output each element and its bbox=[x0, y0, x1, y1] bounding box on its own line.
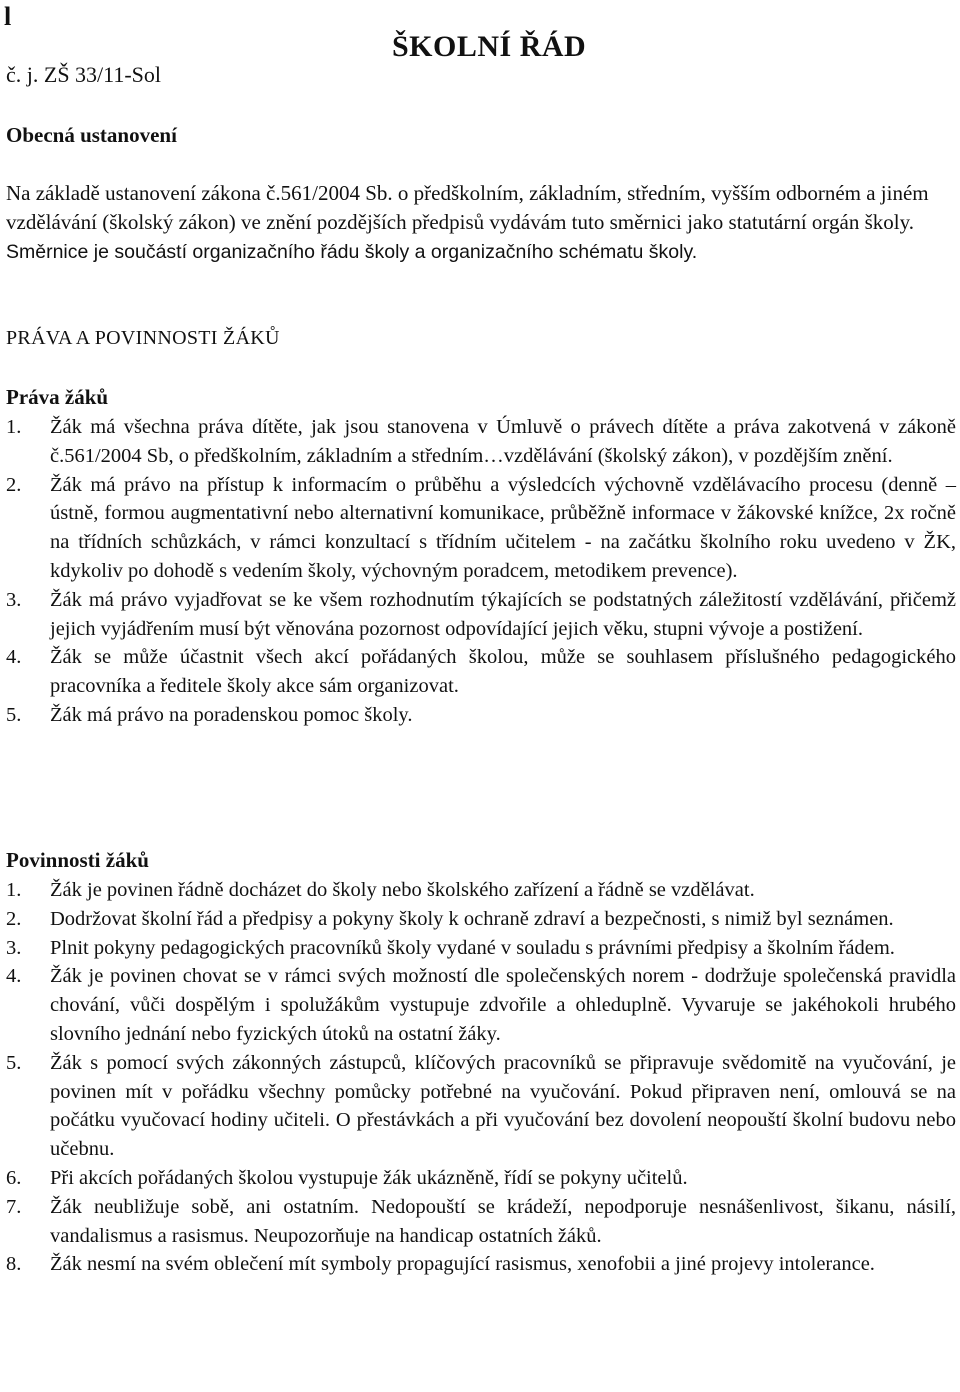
item-number: 8. bbox=[6, 1253, 22, 1276]
document-title: ŠKOLNÍ ŘÁD bbox=[392, 30, 587, 63]
item-number: 2. bbox=[6, 473, 22, 496]
list-item bbox=[6, 934, 956, 963]
item-number: 5. bbox=[6, 1051, 22, 1074]
item-text: Plnit pokyny pedagogických pracovníků školy vydané v souladu s právními předpisy a školním řádem. bbox=[50, 936, 895, 959]
item-text: Žák neubližuje sobě, ani ostatním. Nedopouští se krádeží, nepodporuje nesnášenlivost, šikanu, násilí, vandalismus a rasismus. Neupozorňuje na handicap ostatních žáků. bbox=[50, 1195, 956, 1247]
item-number: 2. bbox=[6, 907, 22, 930]
item-number: 4. bbox=[6, 965, 22, 988]
item-text: Při akcích pořádaných školou vystupuje žák ukázněně, řídí se pokyny učitelů. bbox=[50, 1166, 688, 1189]
general-heading: Obecná ustanovení bbox=[6, 123, 177, 147]
item-number: 6. bbox=[6, 1166, 22, 1189]
duties-list bbox=[6, 876, 956, 1279]
rights-heading: Práva žáků bbox=[6, 385, 109, 409]
item-number: 7. bbox=[6, 1195, 22, 1218]
section-heading: PRÁVA A POVINNOSTI ŽÁKŮ bbox=[6, 327, 280, 349]
item-text: Žák s pomocí svých zákonných zástupců, klíčových pracovníků se připravuje svědomitě na vyučování, je povinen mít v pořádku všechny pomůcky potřebné na vyučování. Pokud připraven není, omlouvá se na počátku vyučovací hodiny učiteli. O přestávkách a při vyučování bez dovolení neopouští školní budovu nebo učebnu. bbox=[50, 1051, 956, 1161]
item-number: 3. bbox=[6, 588, 22, 611]
list-item bbox=[6, 1250, 956, 1279]
item-number: 1. bbox=[6, 879, 22, 901]
item-number: 3. bbox=[6, 936, 22, 959]
rights-list bbox=[6, 413, 956, 730]
general-paragraph bbox=[6, 179, 956, 267]
page-mark: l bbox=[4, 2, 12, 31]
general-text: Na základě ustanovení zákona č.561/2004 Sb. o předškolním, základním, středním, vyšším odborném a jiném vzdělávání (školský zákon) ve znění pozdějších předpisů vydávám tuto směrnici jako statutární orgán školy. bbox=[6, 181, 929, 234]
list-item bbox=[6, 876, 956, 905]
list-item bbox=[6, 701, 956, 730]
list-item bbox=[6, 962, 956, 1048]
list-item bbox=[6, 643, 956, 701]
item-number: 1. bbox=[6, 416, 22, 438]
item-number: 4. bbox=[6, 646, 22, 669]
list-item bbox=[6, 1164, 956, 1193]
list-item bbox=[6, 413, 956, 471]
item-text: Dodržovat školní řád a předpisy a pokyny školy k ochraně zdraví a bezpečnosti, s nimiž byl seznámen. bbox=[50, 907, 894, 930]
item-text: Žák nesmí na svém oblečení mít symboly propagující rasismus, xenofobii a jiné projevy intolerance. bbox=[50, 1253, 875, 1276]
item-number: 5. bbox=[6, 703, 22, 726]
item-text: Žák se může účastnit všech akcí pořádaných školou, může se souhlasem příslušného pedagogického pracovníka a ředitele školy akce sám organizovat. bbox=[50, 646, 956, 698]
item-text: Žák má právo na přístup k informacím o průběhu a výsledcích výchovně vzdělávacího procesu (denně – ústně, formou augmentativní nebo alternativní komunikace, průběžně informace v žákovské knížce, 2x ročně na třídních schůzkách, v rámci konzultací s třídním učitelem - na začátku školního roku uvedeno v ŽK, kdykoliv po dohodě s vedením školy, výchovným poradcem, metodikem prevence). bbox=[50, 473, 956, 582]
item-text: Žák má všechna práva dítěte, jak jsou stanovena v Úmluvě o právech dítěte a práva zakotvená v zákoně č.561/2004 Sb, o předškolním, základním a středním…vzdělávání (školský zákon), v pozdějším znění. bbox=[50, 416, 956, 467]
list-item bbox=[6, 1049, 956, 1164]
item-text: Žák má právo na poradenskou pomoc školy. bbox=[50, 703, 413, 726]
reference-number: č. j. ZŠ 33/11-Sol bbox=[6, 62, 162, 87]
list-item bbox=[6, 586, 956, 644]
item-text: Žák je povinen chovat se v rámci svých možností dle společenských norem - dodržuje společenská pravidla chování, vůči dospělým i spolužákům vystupuje zdvořile a ohleduplně. Vyvaruje se jakéhokoli hrubého slovního jednání nebo fyzických útoků na ostatní žáky. bbox=[50, 965, 956, 1045]
list-item bbox=[6, 1193, 956, 1251]
item-text: Žák je povinen řádně docházet do školy nebo školského zařízení a řádně se vzdělávat. bbox=[50, 879, 755, 901]
general-text-sans: Směrnice je součástí organizačního řádu školy a organizačního schématu školy. bbox=[6, 241, 698, 263]
list-item bbox=[6, 905, 956, 934]
duties-heading: Povinnosti žáků bbox=[6, 848, 149, 872]
item-text: Žák má právo vyjadřovat se ke všem rozhodnutím týkajících se podstatných záležitostí vzdělávání, přičemž jejich vyjádřením musí být věnována pozornost odpovídající jejich věku, stupni vývoje a postižení. bbox=[50, 588, 956, 640]
list-item bbox=[6, 471, 956, 586]
